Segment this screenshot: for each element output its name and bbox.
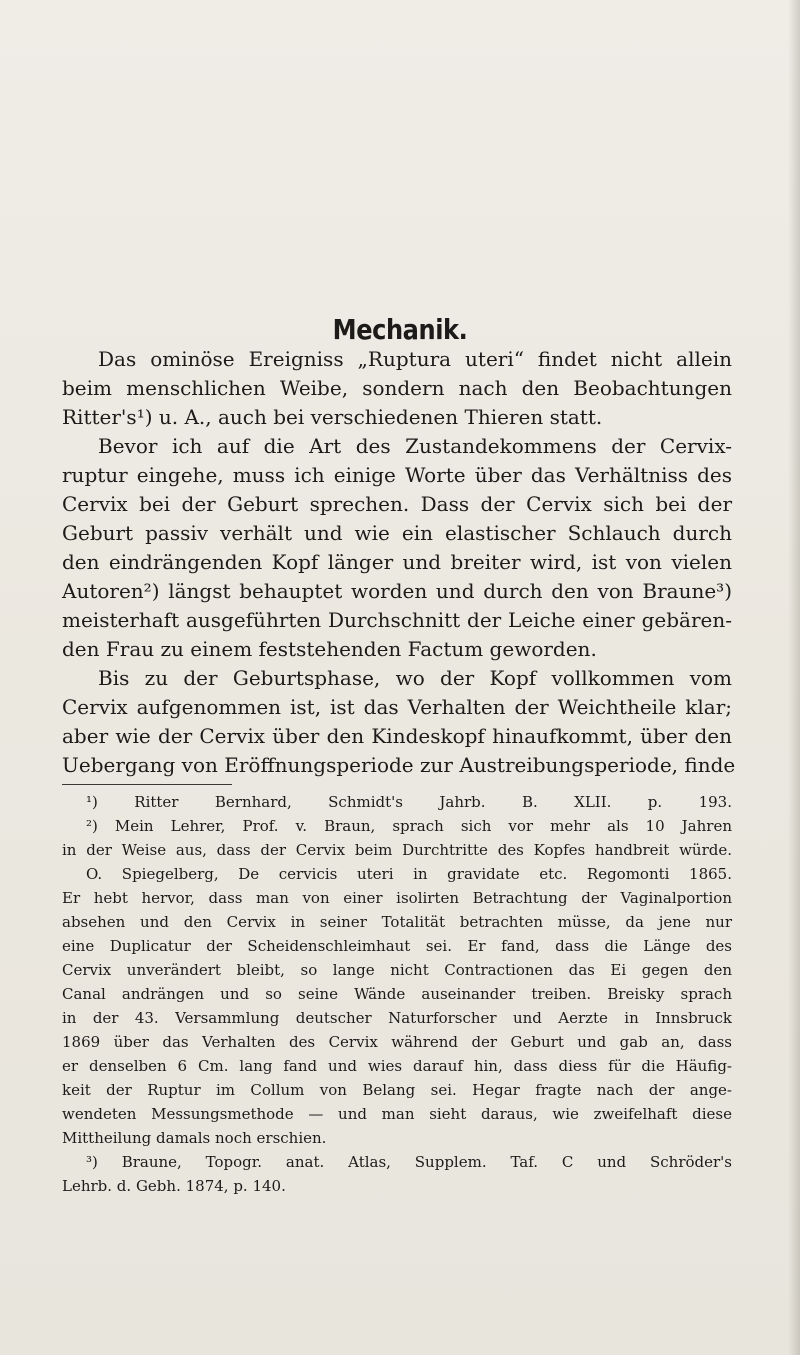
page-edge-shadow (788, 0, 800, 1355)
page-heading: Mechanik. (332, 313, 468, 346)
footnote-line: in der 43. Versammlung deutscher Naturforscher und Aerzte in Innsbruck (62, 1009, 732, 1027)
footnote-line: Lehrb. d. Gebh. 1874, p. 140. (62, 1177, 286, 1195)
footnote-line: ³) Braune, Topogr. anat. Atlas, Supplem. Taf. C und Schröder's (86, 1153, 732, 1171)
body-line: Autoren²) längst behauptet worden und durch den von Braune³) (62, 579, 732, 603)
footnote-line: Mittheilung damals noch erschien. (62, 1129, 327, 1147)
body-line: Ritter's¹) u. A., auch bei verschiedenen Thieren statt. (62, 405, 603, 429)
footnote-line: O. Spiegelberg, De cervicis uteri in gravidate etc. Regomonti 1865. (86, 865, 732, 883)
body-line: Das ominöse Ereigniss „Ruptura uteri“ findet nicht allein (98, 347, 732, 371)
body-line: Bevor ich auf die Art des Zustandekommens der Cervix- (98, 434, 732, 458)
body-line: aber wie der Cervix über den Kindeskopf hinaufkommt, über den (62, 724, 732, 748)
footnote-line: absehen und den Cervix in seiner Totalität betrachten müsse, da jene nur (62, 913, 732, 931)
body-line: Geburt passiv verhält und wie ein elastischer Schlauch durch (62, 521, 732, 545)
footnote-separator (62, 784, 232, 785)
body-line: beim menschlichen Weibe, sondern nach den Beobachtungen (62, 376, 732, 400)
footnote-line: ²) Mein Lehrer, Prof. v. Braun, sprach sich vor mehr als 10 Jahren (86, 817, 732, 835)
body-line: ruptur eingehe, muss ich einige Worte über das Verhältniss des (62, 463, 732, 487)
footnote-line: wendeten Messungsmethode — und man sieht daraus, wie zweifelhaft diese (62, 1105, 732, 1123)
body-line: Cervix bei der Geburt sprechen. Dass der Cervix sich bei der (62, 492, 732, 516)
footnote-line: keit der Ruptur im Collum von Belang sei. Hegar fragte nach der ange- (62, 1081, 732, 1099)
body-line: Bis zu der Geburtsphase, wo der Kopf vollkommen vom (98, 666, 732, 690)
body-line: den eindrängenden Kopf länger und breiter wird, ist von vielen (62, 550, 732, 574)
footnote-line: Cervix unverändert bleibt, so lange nicht Contractionen das Ei gegen den (62, 961, 732, 979)
footnote-line: ¹) Ritter Bernhard, Schmidt's Jahrb. B. XLII. p. 193. (86, 793, 732, 811)
footnote-line: Er hebt hervor, dass man von einer isolirten Betrachtung der Vaginalportion (62, 889, 732, 907)
body-line: meisterhaft ausgeführten Durchschnitt der Leiche einer gebären- (62, 608, 732, 632)
footnote-line: Canal andrängen und so seine Wände auseinander treiben. Breisky sprach (62, 985, 732, 1003)
body-line: Cervix aufgenommen ist, ist das Verhalten der Weichtheile klar; (62, 695, 732, 719)
footnote-line: er denselben 6 Cm. lang fand und wies darauf hin, dass diess für die Häufig- (62, 1057, 732, 1075)
body-line: Uebergang von Eröffnungsperiode zur Austreibungsperiode, finde (62, 753, 736, 777)
footnote-line: in der Weise aus, dass der Cervix beim Durchtritte des Kopfes handbreit würde. (62, 841, 732, 859)
footnote-line: 1869 über das Verhalten des Cervix während der Geburt und gab an, dass (62, 1033, 732, 1051)
footnote-line: eine Duplicatur der Scheidenschleimhaut sei. Er fand, dass die Länge des (62, 937, 732, 955)
body-line: den Frau zu einem feststehenden Factum geworden. (62, 637, 597, 661)
